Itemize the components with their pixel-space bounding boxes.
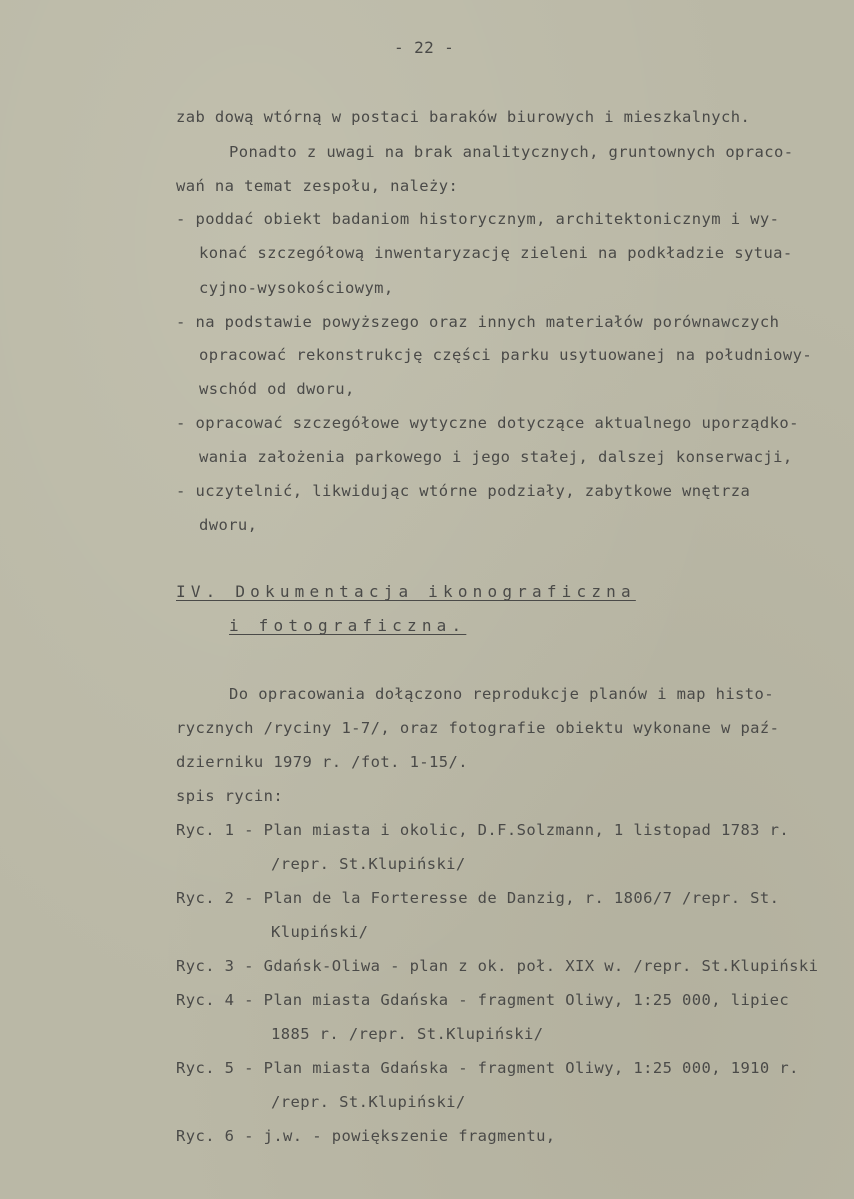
figure-entry: Ryc. 4 - Plan miasta Gdańska - fragment Oliwy, 1:25 000, lipiec (176, 991, 790, 1009)
bullet-continuation: cyjno-wysokościowym, (199, 279, 394, 297)
figure-entry: Ryc. 6 - j.w. - powiększenie fragmentu, (176, 1127, 556, 1145)
text-line: Do opracowania dołączono reprodukcje planów i map histo- (229, 685, 774, 703)
figure-list-title: spis rycin: (176, 787, 284, 805)
figure-entry: Ryc. 5 - Plan miasta Gdańska - fragment Oliwy, 1:25 000, 1910 r. (176, 1059, 799, 1077)
bullet-item: - na podstawie powyższego oraz innych materiałów porównawczych (176, 313, 780, 331)
bullet-continuation: dworu, (199, 516, 258, 534)
bullet-item: - uczytelnić, likwidując wtórne podziały, zabytkowe wnętrza (176, 482, 751, 500)
figure-entry-continuation: /repr. St.Klupiński/ (271, 1093, 466, 1111)
text-line: wań na temat zespołu, należy: (176, 177, 459, 195)
text-line: rycznych /ryciny 1-7/, oraz fotografie obiektu wykonane w paź- (176, 719, 780, 737)
figure-entry: Ryc. 1 - Plan miasta i okolic, D.F.Solzmann, 1 listopad 1783 r. (176, 821, 790, 839)
bullet-continuation: konać szczegółową inwentaryzację zieleni na podkładzie sytua- (199, 244, 793, 262)
figure-entry-continuation: /repr. St.Klupiński/ (271, 855, 466, 873)
figure-entry: Ryc. 3 - Gdańsk-Oliwa - plan z ok. poł. XIX w. /repr. St.Klupiński (176, 957, 819, 975)
text-line: Ponadto z uwagi na brak analitycznych, gruntownych opraco- (229, 143, 794, 161)
section-heading: IV. Dokumentacja ikonograficzna (176, 582, 636, 601)
text-line: dzierniku 1979 r. /fot. 1-15/. (176, 753, 468, 771)
bullet-continuation: wschód od dworu, (199, 380, 355, 398)
page-number: - 22 - (394, 38, 455, 57)
section-heading-continuation: i fotograficzna. (229, 616, 467, 635)
bullet-continuation: opracować rekonstrukcję części parku usytuowanej na południowy- (199, 346, 813, 364)
figure-entry: Ryc. 2 - Plan de la Forteresse de Danzig, r. 1806/7 /repr. St. (176, 889, 780, 907)
figure-entry-continuation: 1885 r. /repr. St.Klupiński/ (271, 1025, 544, 1043)
bullet-continuation: wania założenia parkowego i jego stałej, dalszej konserwacji, (199, 448, 793, 466)
figure-entry-continuation: Klupiński/ (271, 923, 369, 941)
bullet-item: - opracować szczegółowe wytyczne dotyczące aktualnego uporządko- (176, 414, 799, 432)
text-line: zab dową wtórną w postaci baraków biurowych i mieszkalnych. (176, 108, 751, 126)
bullet-item: - poddać obiekt badaniom historycznym, architektonicznym i wy- (176, 210, 780, 228)
